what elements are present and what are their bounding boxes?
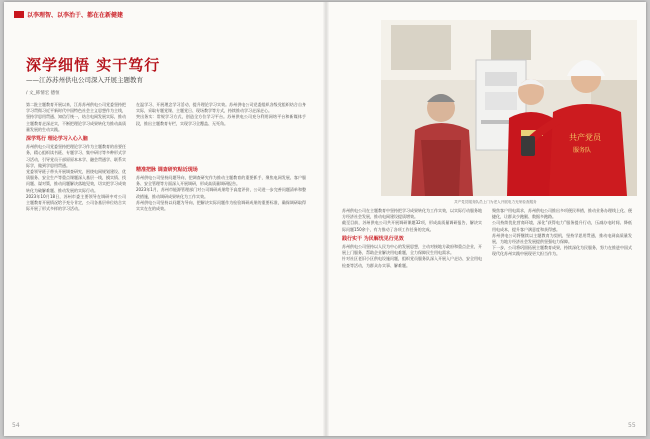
text-column-3 — [342, 208, 482, 420]
paragraph: 苏州供电公司坚持以问题为导向，把解决实际问题作为检验调研成果的重要标准，确保调研取得实实在在的成效。 — [136, 199, 306, 212]
article-byline: / 文_韩情宏 德恒 — [26, 91, 60, 96]
intro-paragraph: 第二批主题教育开展以来，江苏苏州供电公司党委坚持把学习贯彻习近平新时代中国特色社会主义思想作为主线，坚持学思用贯通、知信行统一，结合电网发展实际，推动主题教育走深走实，不断把理论学习成果转化为推动高质量发展的生动实践。 — [26, 102, 126, 132]
section-title-1: 深学笃行 理论学习入心入脑 — [26, 136, 88, 143]
section-header-text: 以李理智、以李治于、都在在新健建 — [27, 12, 124, 19]
paragraph: 公司持续优化营商环境，深化“获得电力”服务提升行动，压减办电时间、降低用电成本，提升客户满意度和获得感。 — [492, 220, 632, 232]
text-column-4 — [492, 208, 632, 420]
section-header — [14, 10, 123, 19]
paragraph: 聚焦客户用电需求，苏州供电公司推出多项便民举措，推动业务办理线上化、便捷化，让群众少跑腿、数据多跑路。 — [492, 208, 632, 220]
article-headline: 深学细悟 实干笃行 — [26, 56, 161, 74]
section-title-3: 践行实干 为民解忧见行见效 — [342, 235, 404, 242]
paragraph: 苏州供电公司党委坚持把理论学习作为主题教育的首要任务，精心组织读书班、专题学习、集中研讨等多种形式学习活动，引导党员干部原原本本学、融会贯通学、联系实际学，做到学思用贯通。 — [26, 144, 126, 168]
paragraph: 在温学习、开展理念学习活动，提升理论学习实效。苏州供电公司党委组织各级党组织结合自身实际，采取专题党课、主题党日、现场教学等方式，持续推动学习走深走心。 — [136, 102, 306, 114]
photo-illustration — [381, 20, 637, 196]
photo-caption: 共产党员服务队员上门为老人开展电力光荣检查服务 — [454, 200, 537, 204]
paragraph: 2023年1月，苏州市能源管理部门对公司调研成果给予高度评价，公司进一步完善问题清单和整改措施，推动调研成果转化为工作实效。 — [136, 187, 306, 199]
page-fold — [323, 2, 329, 436]
uniform-text: 共产党员 — [569, 133, 601, 142]
paragraph: 苏州供电公司坚持以人民为中心的发展思想，主动对接地方政府和重点企业，开展上门服务，帮助企业解决用电难题，全力保障民生用电需求。 — [342, 244, 482, 256]
article-photo — [381, 20, 637, 196]
flag-icon — [14, 11, 24, 18]
paragraph: 突出务实：常规学习方式，创造全方位学习平台。苏州供电公司充分利用网络平台和新媒体手段，推出主题教育专栏，实现学习全覆盖、无死角。 — [136, 114, 306, 126]
page-number-right: 55 — [628, 422, 636, 429]
paragraph: 苏州供电公司将继续以主题教育为契机，坚持学思用贯通，推动电网高质量发展，为地方经济社会发展提供坚强电力保障。 — [492, 232, 632, 245]
paragraph: 2023年10月18日，苏州市委主要领导在调研中对公司主题教育开展情况给予充分肯定，公司各基层单位结合实际开展了形式多样的学习活动。 — [26, 193, 126, 212]
paragraph: 党委领导班子带头开展调查研究，围绕电网规划建设、优质服务、安全生产等重点课题深入基层一线，摸实情、找问题、谋对策，推动问题解决落地见效，切实把学习成效转化为破解难题、推动发展的实际行动。 — [26, 169, 126, 193]
uniform-text: 服务队 — [573, 147, 592, 154]
text-column-2 — [136, 102, 306, 417]
paragraph: 针对社区老旧小区供电设施问题，组织党员服务队深入开展入户走访、安全用电检查等活动，为群众办实事、解难题。 — [342, 256, 482, 268]
byline-authors: 文_韩情宏 德恒 — [28, 91, 60, 96]
magazine-spread — [4, 2, 646, 436]
text-column-1 — [26, 102, 126, 417]
article-subhead: ——江苏苏州供电公司深入开展主题教育 — [26, 76, 143, 84]
paragraph: 截至目前，苏州供电公司共开展调研课题32项，形成高质量调研报告，解决实际问题150余个，有力推动了各项工作任务的完成。 — [342, 220, 482, 232]
paragraph: 苏州供电公司坚持问题导向，把调查研究作为推动主题教育的重要抓手，聚焦电网发展、客户服务、安全管理等方面深入开展调研，形成高质量调研报告。 — [136, 175, 306, 187]
paragraph: 下一步，公司将巩固拓展主题教育成果，持续深化为民服务，努力在推进中国式现代化苏州实践中展现更大担当作为。 — [492, 245, 632, 257]
page-number-left: 54 — [12, 422, 20, 429]
section-title-2: 精准把脉 调查研究贴近现场 — [136, 166, 198, 173]
paragraph: 苏州供电公司在主题教育中坚持把学习成果转化为工作实效，以实际行动服务地方经济社会发展，推动电网建设提质增效。 — [342, 208, 482, 220]
